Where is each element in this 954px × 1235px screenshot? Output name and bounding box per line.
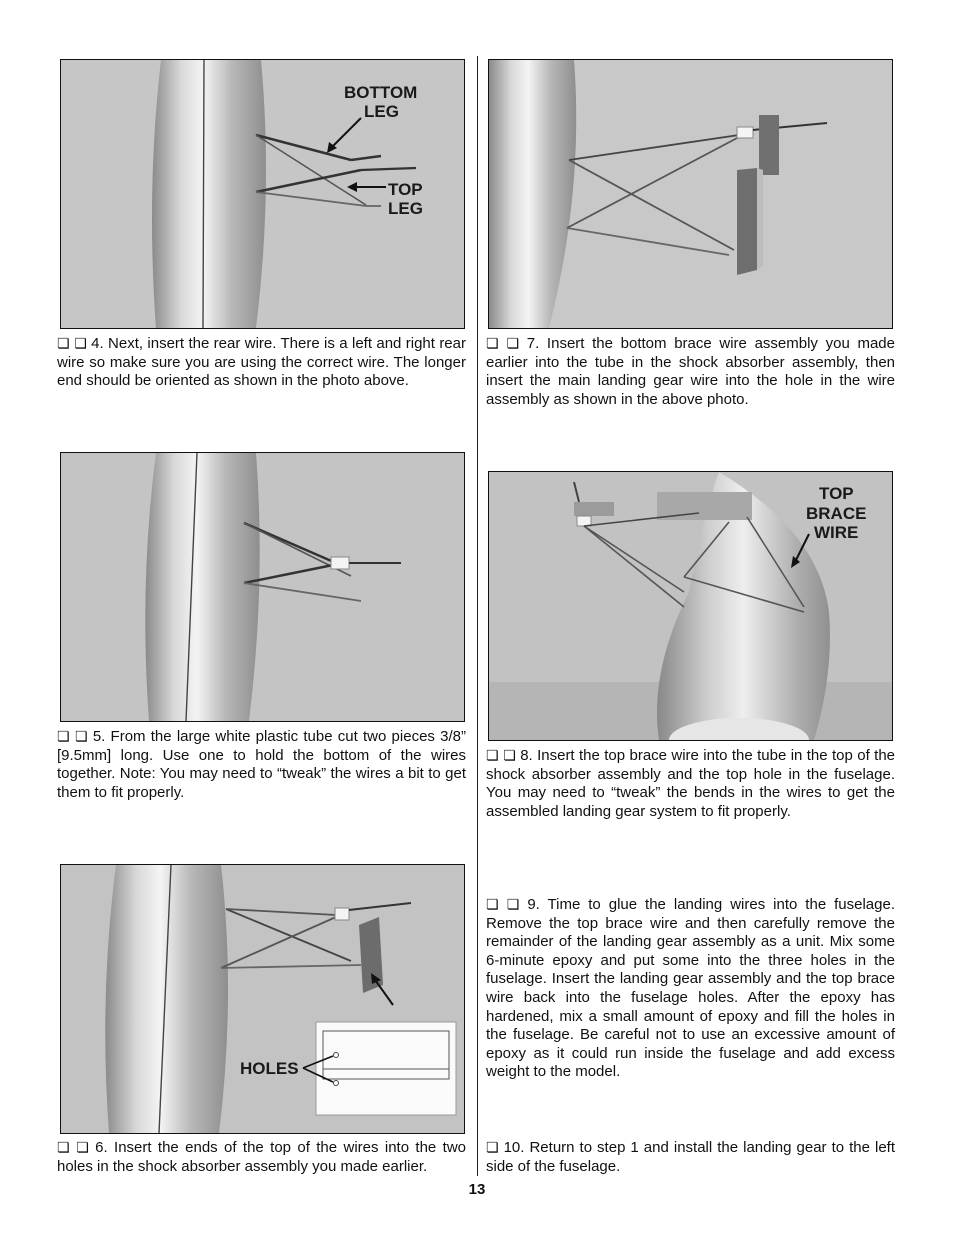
photo-label-brace: BRACE [806,504,867,523]
step-4-body: 4. Next, insert the rear wire. There is a left and right rear wire so make sure you are using the correct wire. The longer end should be oriented as shown in the photo above. [57,335,466,390]
step-9-body: 9. Time to glue the landing wires into the fuselage. Remove the top brace wire and then carefully remove the remainder of the landing gear assembly as a unit. Mix some 6-minute epoxy and put some into the three holes in the fuselage. Insert the landing gear assembly and the top brace wire back into the fuselage holes. After the epoxy has hardened, mix a small amount of epoxy and fill the holes in the fuselage. Be careful not to use an excessive amount of epoxy as it could run inside the fuselage and add excess weight to the model. [486,896,895,1081]
checkbox-icon[interactable]: ❏ ❏ [486,897,520,913]
checkbox-icon[interactable]: ❏ [486,1140,499,1156]
checkbox-icon[interactable]: ❏ ❏ [57,729,88,745]
checkbox-icon[interactable]: ❏ ❏ [486,748,516,764]
photo-step-6 [60,864,465,1134]
step-9-text [486,896,895,1082]
photo-step-4 [60,59,465,329]
photo-step-7 [488,59,893,329]
checkbox-icon[interactable]: ❏ ❏ [57,1140,89,1156]
page-number: 13 [468,1181,486,1198]
step-7-text [486,335,895,409]
photo-label-holes: HOLES [240,1059,299,1078]
photo-step-6-image [61,865,464,1133]
photo-step-5 [60,452,465,722]
step-5-body: 5. From the large white plastic tube cut two pieces 3/8” [9.5mm] long. Use one to hold the bottom of the wires together. Note: You may need to “tweak” the wires a bit to get them to fit properly. [57,728,466,801]
photo-step-7-image [489,60,892,328]
photo-step-5-image [61,453,464,721]
checkbox-icon[interactable]: ❏ ❏ [486,336,520,352]
step-8-body: 8. Insert the top brace wire into the tube in the top of the shock absorber assembly and the top hole in the fuselage. You may need to “tweak” the bends in the wires to get the assembled landing gear system to fit properly. [486,747,896,820]
checkbox-icon[interactable]: ❏ ❏ [57,336,87,352]
step-7-body: 7. Insert the bottom brace wire assembly you made earlier into the tube in the shock absorber assembly, then insert the main landing gear wire into the hole in the wire assembly as shown in the above photo. [486,335,895,408]
column-divider [477,56,478,1176]
photo-label-wire: WIRE [814,523,859,542]
photo-step-8 [488,471,893,741]
step-5-text [57,728,466,802]
step-10-text [486,1139,895,1176]
photo-label-top: TOP [819,484,854,503]
step-6-body: 6. Insert the ends of the top of the wires into the two holes in the shock absorber assembly you made earlier. [57,1139,466,1175]
photo-label-top: TOP [388,180,423,199]
step-4-text [57,335,466,391]
photo-step-4-image [61,60,464,328]
photo-label-bottom: BOTTOM [344,83,418,102]
step-10-body: 10. Return to step 1 and install the landing gear to the left side of the fuselage. [486,1139,895,1175]
photo-label-leg-2: LEG [388,199,423,218]
step-6-text [57,1139,466,1176]
step-8-text [486,747,895,821]
photo-step-8-image [489,472,892,740]
photo-label-leg: LEG [364,102,399,121]
